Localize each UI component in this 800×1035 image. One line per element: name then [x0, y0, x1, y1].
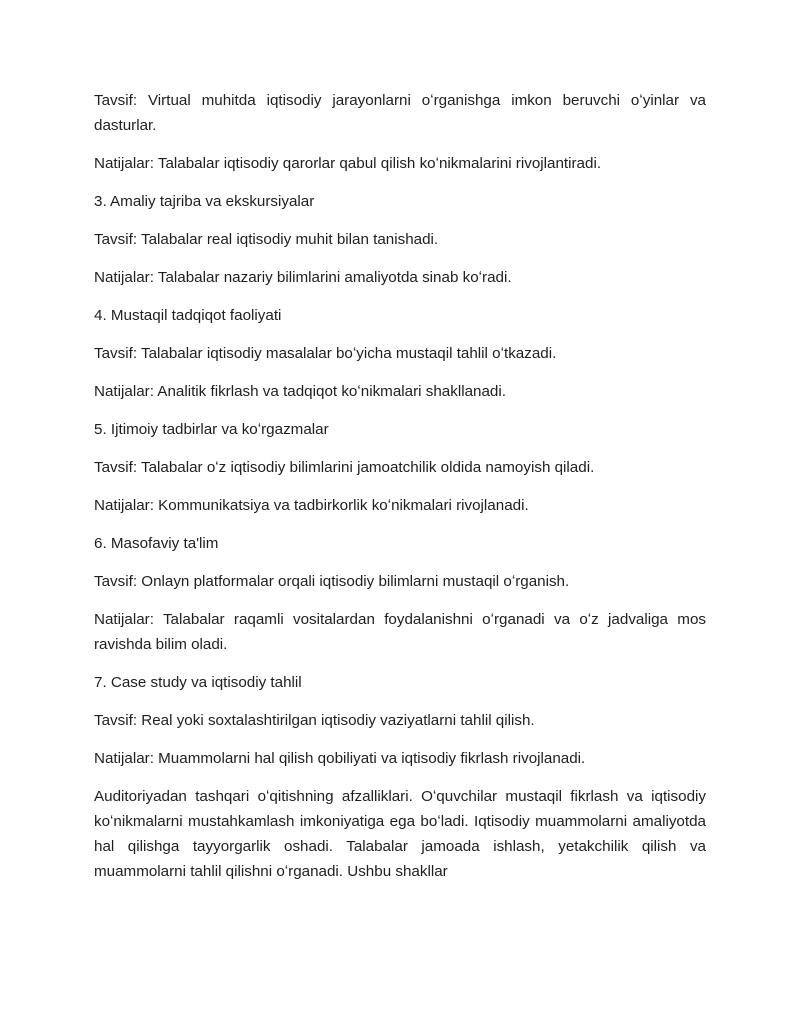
section-heading-3: 3. Amaliy tajriba va ekskursiyalar	[94, 193, 315, 210]
section-heading-7: 7. Case study va iqtisodiy tahlil	[94, 674, 302, 691]
paragraph-results: Natijalar: Talabalar nazariy bilimlarini amaliyotda sinab koʻradi.	[94, 269, 512, 286]
paragraph-description: Tavsif: Talabalar real iqtisodiy muhit bilan tanishadi.	[94, 231, 439, 248]
paragraph-results: Natijalar: Muammolarni hal qilish qobiliyati va iqtisodiy fikrlash rivojlanadi.	[94, 750, 586, 767]
paragraph-results: Natijalar: Analitik fikrlash va tadqiqot koʻnikmalari shakllanadi.	[94, 383, 506, 400]
paragraph-results: Natijalar: Talabalar iqtisodiy qarorlar qabul qilish koʻnikmalarini rivojlantiradi.	[94, 155, 602, 172]
document-body	[94, 88, 706, 897]
paragraph-description: Tavsif: Virtual muhitda iqtisodiy jarayonlarni oʻrganishga imkon beruvchi oʻyinlar va dasturlar.	[94, 92, 706, 134]
paragraph-results: Natijalar: Kommunikatsiya va tadbirkorlik koʻnikmalari rivojlanadi.	[94, 497, 529, 514]
paragraph-description: Tavsif: Talabalar oʻz iqtisodiy bilimlarini jamoatchilik oldida namoyish qiladi.	[94, 459, 595, 476]
paragraph-description: Tavsif: Onlayn platformalar orqali iqtisodiy bilimlarni mustaqil oʻrganish.	[94, 573, 570, 590]
paragraph-results: Natijalar: Talabalar raqamli vositalardan foydalanishni oʻrganadi va oʻz jadvaliga mos ravishda bilim oladi.	[94, 611, 706, 653]
paragraph-description: Tavsif: Talabalar iqtisodiy masalalar boʻyicha mustaqil tahlil oʻtkazadi.	[94, 345, 557, 362]
section-heading-6: 6. Masofaviy ta'lim	[94, 535, 219, 552]
paragraph-advantages: Auditoriyadan tashqari oʻqitishning afzalliklari. Oʻquvchilar mustaqil fikrlash va iqtisodiy koʻnikmalarni mustahkamlash imkoniyatiga ega boʻladi. Iqtisodiy muammolarni amaliyotda hal qilishga tayyorgarlik oshadi. Talabalar jamoada ishlash, yetakchilik qilish va muammolarni tahlil qilishni oʻrganadi. Ushbu shakllar	[94, 788, 706, 880]
section-heading-5: 5. Ijtimoiy tadbirlar va koʻrgazmalar	[94, 421, 329, 438]
section-heading-4: 4. Mustaqil tadqiqot faoliyati	[94, 307, 282, 324]
paragraph-description: Tavsif: Real yoki soxtalashtirilgan iqtisodiy vaziyatlarni tahlil qilish.	[94, 712, 535, 729]
